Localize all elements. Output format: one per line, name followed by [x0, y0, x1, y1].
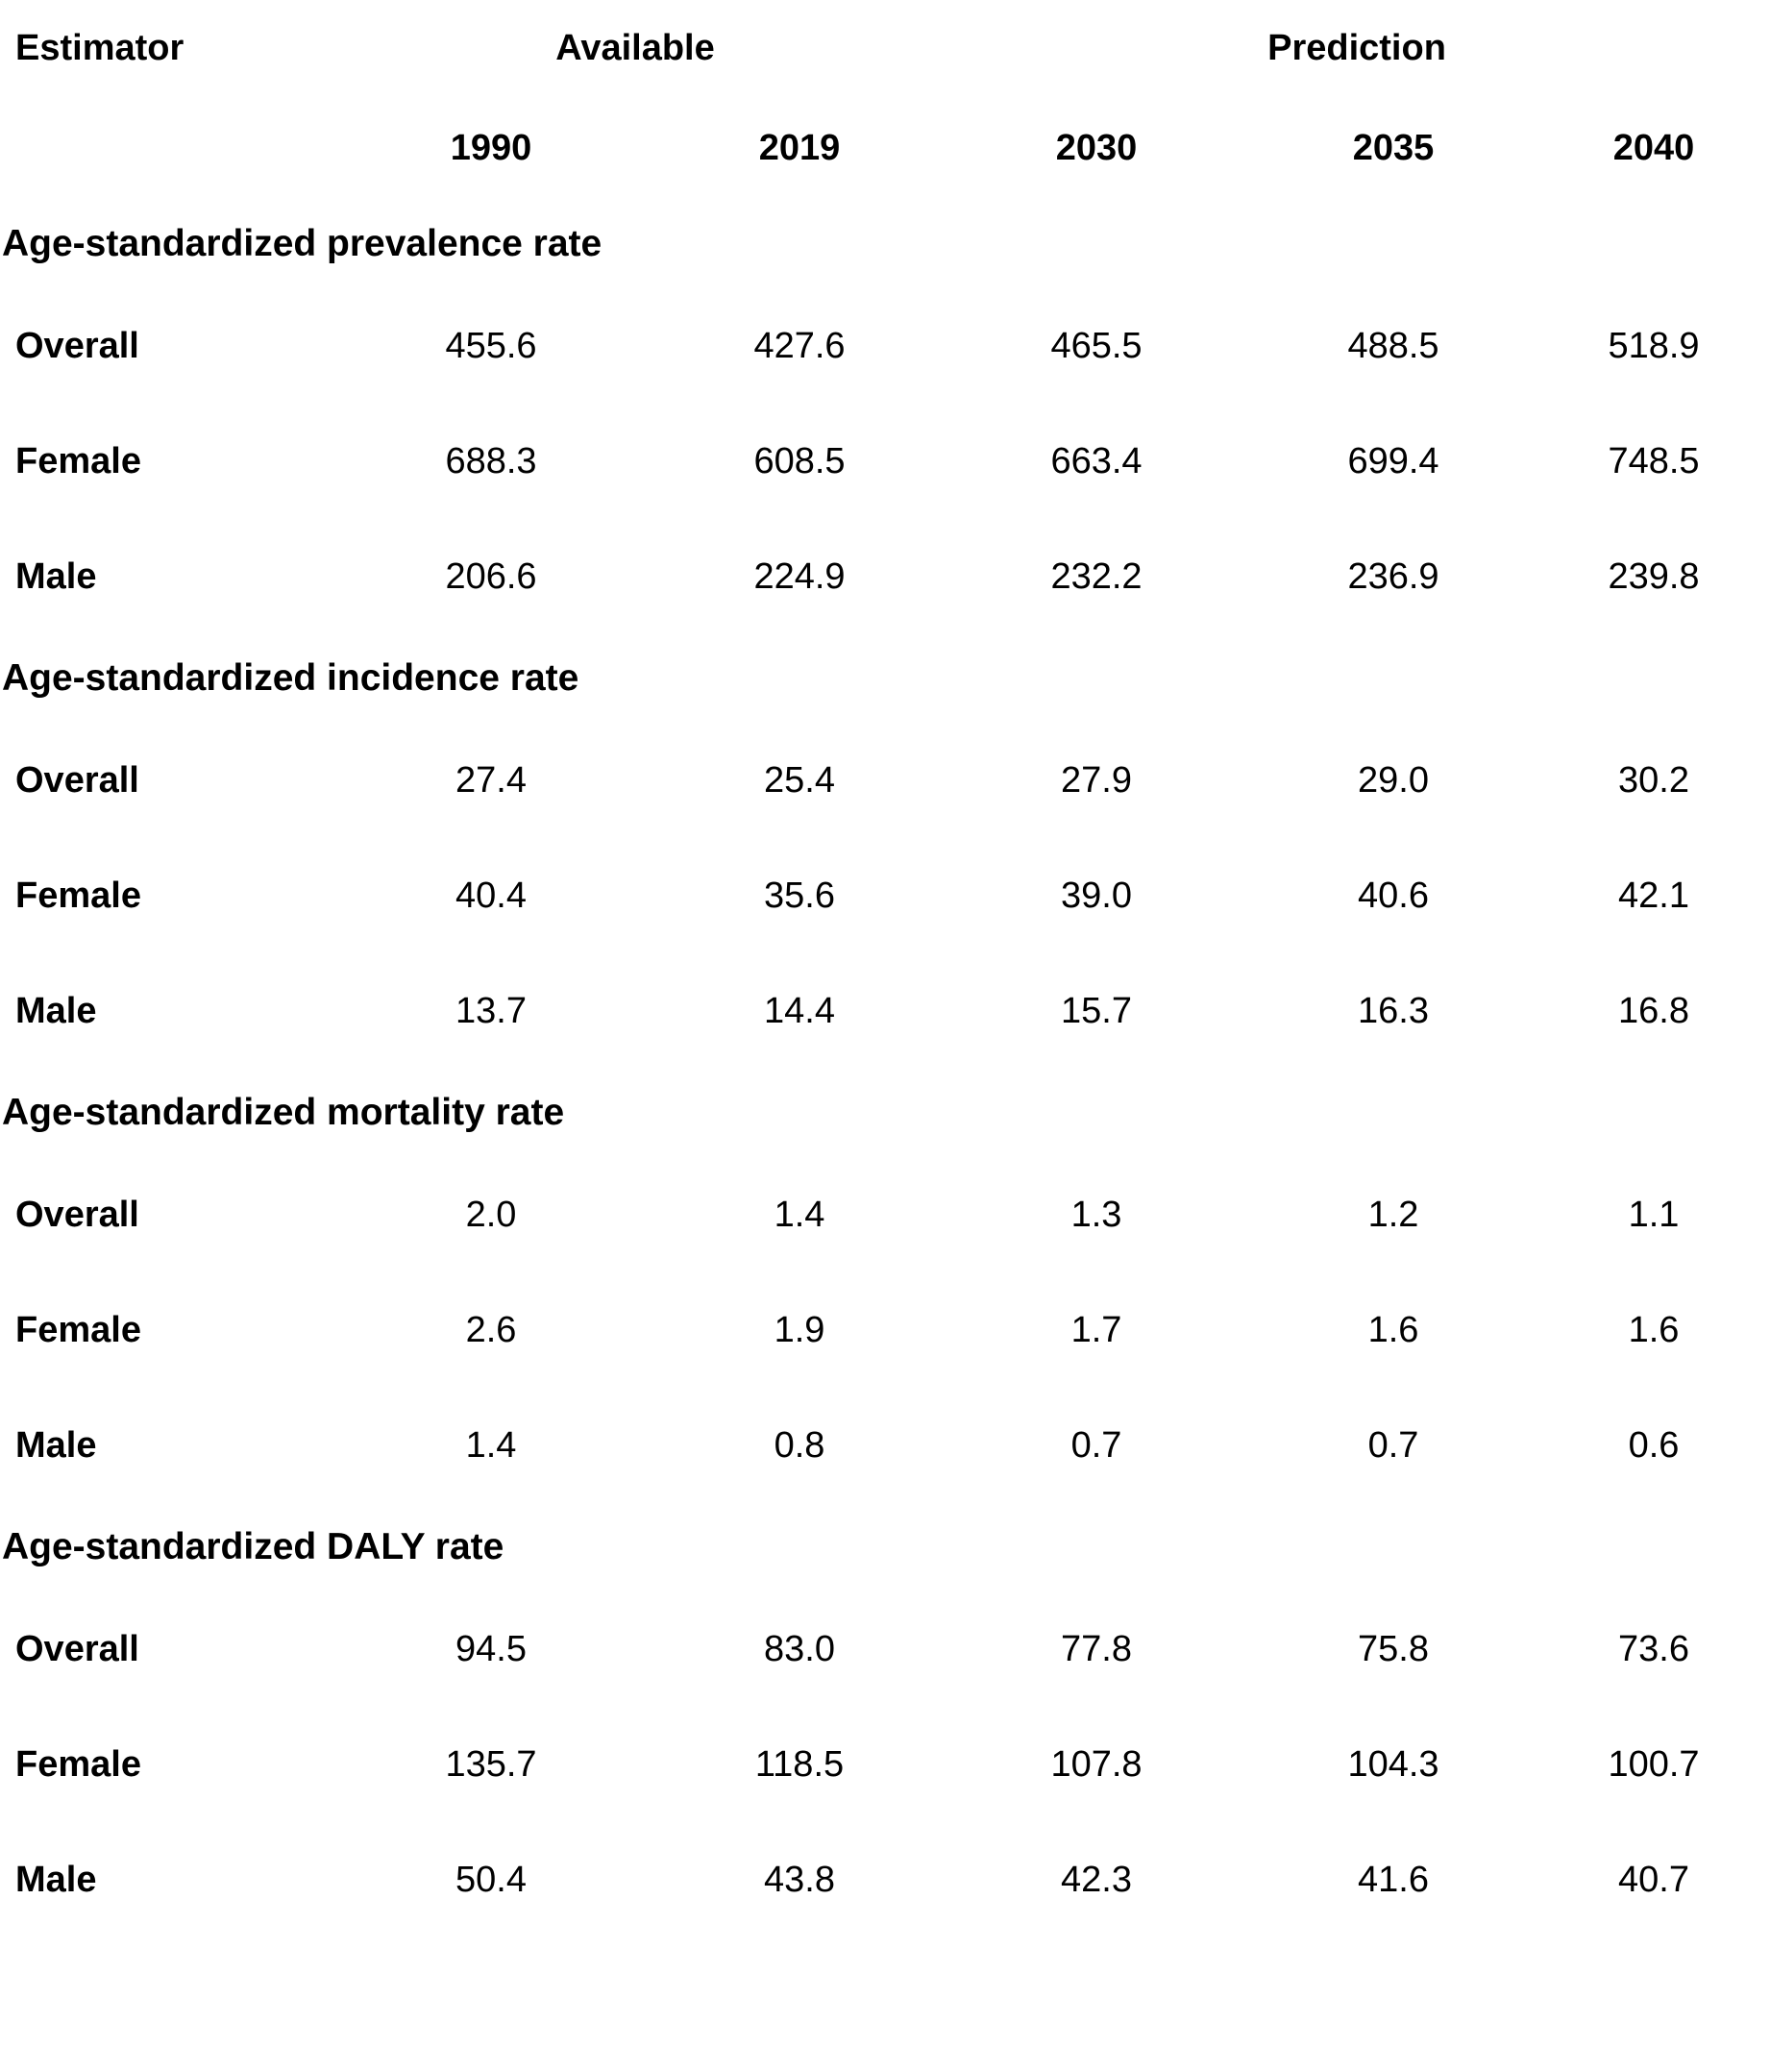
table-row	[2, 288, 1770, 404]
section-title-row	[2, 200, 1770, 288]
cell-2019: 1.4	[774, 1194, 825, 1235]
cell-2040: 748.5	[1608, 440, 1700, 481]
row-label: Overall	[15, 759, 139, 801]
cell-2019: 0.8	[774, 1424, 825, 1466]
cell-2030: 1.7	[1070, 1309, 1122, 1350]
row-label: Female	[15, 1309, 141, 1350]
table-row	[2, 1157, 1770, 1272]
cell-2035: 1.2	[1367, 1194, 1419, 1235]
cell-2035: 40.6	[1358, 875, 1429, 916]
row-label: Male	[15, 1424, 97, 1466]
cell-1990: 94.5	[455, 1628, 527, 1669]
section-title-row	[2, 634, 1770, 723]
statistics-table	[2, 0, 1770, 1937]
cell-1990: 455.6	[445, 325, 537, 366]
cell-2035: 75.8	[1358, 1628, 1429, 1669]
cell-1990: 2.0	[465, 1194, 517, 1235]
cell-2019: 118.5	[754, 1743, 845, 1785]
section-title-row	[2, 1503, 1770, 1591]
cell-2019: 83.0	[764, 1628, 835, 1669]
row-label: Overall	[15, 325, 139, 366]
row-label: Female	[15, 1743, 141, 1785]
row-label: Female	[15, 875, 141, 916]
cell-2040: 40.7	[1618, 1859, 1689, 1900]
header-group-available: Available	[555, 27, 715, 68]
section-title-mortality: Age-standardized mortality rate	[2, 1092, 565, 1133]
cell-2035: 699.4	[1347, 440, 1439, 481]
section-title-incidence: Age-standardized incidence rate	[2, 657, 579, 699]
cell-2030: 1.3	[1070, 1194, 1122, 1235]
header-year-2035: 2035	[1352, 127, 1435, 168]
cell-2019: 1.9	[774, 1309, 825, 1350]
table-row	[2, 1272, 1770, 1388]
table-row	[2, 953, 1770, 1069]
table-row	[2, 404, 1770, 519]
cell-2019: 427.6	[753, 325, 846, 366]
cell-1990: 206.6	[445, 555, 537, 597]
header-year-1990: 1990	[450, 127, 532, 168]
cell-1990: 2.6	[465, 1309, 517, 1350]
cell-1990: 13.7	[455, 990, 527, 1031]
section-title-prevalence: Age-standardized prevalence rate	[2, 223, 602, 264]
cell-2040: 73.6	[1618, 1628, 1689, 1669]
header-year-2040: 2040	[1612, 127, 1695, 168]
cell-1990: 40.4	[455, 875, 527, 916]
cell-2035: 41.6	[1358, 1859, 1429, 1900]
row-label: Male	[15, 990, 97, 1031]
cell-2035: 29.0	[1358, 759, 1429, 801]
cell-2035: 236.9	[1347, 555, 1439, 597]
cell-2035: 488.5	[1347, 325, 1439, 366]
cell-2035: 16.3	[1358, 990, 1429, 1031]
cell-2035: 104.3	[1347, 1743, 1439, 1785]
table-row	[2, 519, 1770, 634]
cell-2030: 232.2	[1050, 555, 1143, 597]
cell-2030: 0.7	[1070, 1424, 1122, 1466]
section-title-row	[2, 1069, 1770, 1157]
header-year-2030: 2030	[1055, 127, 1138, 168]
table-row	[2, 1822, 1770, 1937]
header-estimator-blank	[2, 96, 327, 200]
cell-1990: 688.3	[445, 440, 537, 481]
cell-1990: 50.4	[455, 1859, 527, 1900]
cell-2040: 42.1	[1618, 875, 1689, 916]
row-label: Overall	[15, 1194, 139, 1235]
cell-1990: 135.7	[445, 1743, 537, 1785]
row-label: Male	[15, 555, 97, 597]
cell-2040: 16.8	[1618, 990, 1689, 1031]
cell-1990: 27.4	[455, 759, 527, 801]
header-year-2019: 2019	[758, 127, 841, 168]
cell-2030: 465.5	[1050, 325, 1143, 366]
header-group-prediction: Prediction	[1267, 27, 1446, 68]
cell-2030: 107.8	[1050, 1743, 1143, 1785]
cell-2019: 35.6	[764, 875, 835, 916]
cell-2019: 43.8	[764, 1859, 835, 1900]
table-row	[2, 723, 1770, 838]
table-row	[2, 1591, 1770, 1707]
cell-2040: 30.2	[1618, 759, 1689, 801]
cell-2019: 224.9	[753, 555, 846, 597]
table-row	[2, 838, 1770, 953]
cell-2030: 27.9	[1061, 759, 1132, 801]
row-label: Female	[15, 440, 141, 481]
header-group-row	[2, 0, 1770, 96]
cell-2035: 1.6	[1367, 1309, 1419, 1350]
row-label: Overall	[15, 1628, 139, 1669]
cell-2040: 1.1	[1628, 1194, 1680, 1235]
cell-2019: 14.4	[764, 990, 835, 1031]
cell-2035: 0.7	[1367, 1424, 1419, 1466]
cell-2040: 239.8	[1608, 555, 1700, 597]
cell-2040: 1.6	[1628, 1309, 1680, 1350]
cell-2030: 39.0	[1061, 875, 1132, 916]
header-year-row	[2, 96, 1770, 200]
cell-2019: 608.5	[753, 440, 846, 481]
cell-1990: 1.4	[465, 1424, 517, 1466]
row-label: Male	[15, 1859, 97, 1900]
cell-2040: 0.6	[1628, 1424, 1680, 1466]
cell-2030: 15.7	[1061, 990, 1132, 1031]
header-estimator: Estimator	[15, 27, 184, 68]
table-row	[2, 1707, 1770, 1822]
cell-2019: 25.4	[764, 759, 835, 801]
section-title-daly: Age-standardized DALY rate	[2, 1526, 504, 1567]
table-row	[2, 1388, 1770, 1503]
cell-2030: 77.8	[1061, 1628, 1132, 1669]
cell-2040: 100.7	[1608, 1743, 1700, 1785]
cell-2030: 42.3	[1061, 1859, 1132, 1900]
cell-2040: 518.9	[1608, 325, 1700, 366]
cell-2030: 663.4	[1050, 440, 1143, 481]
